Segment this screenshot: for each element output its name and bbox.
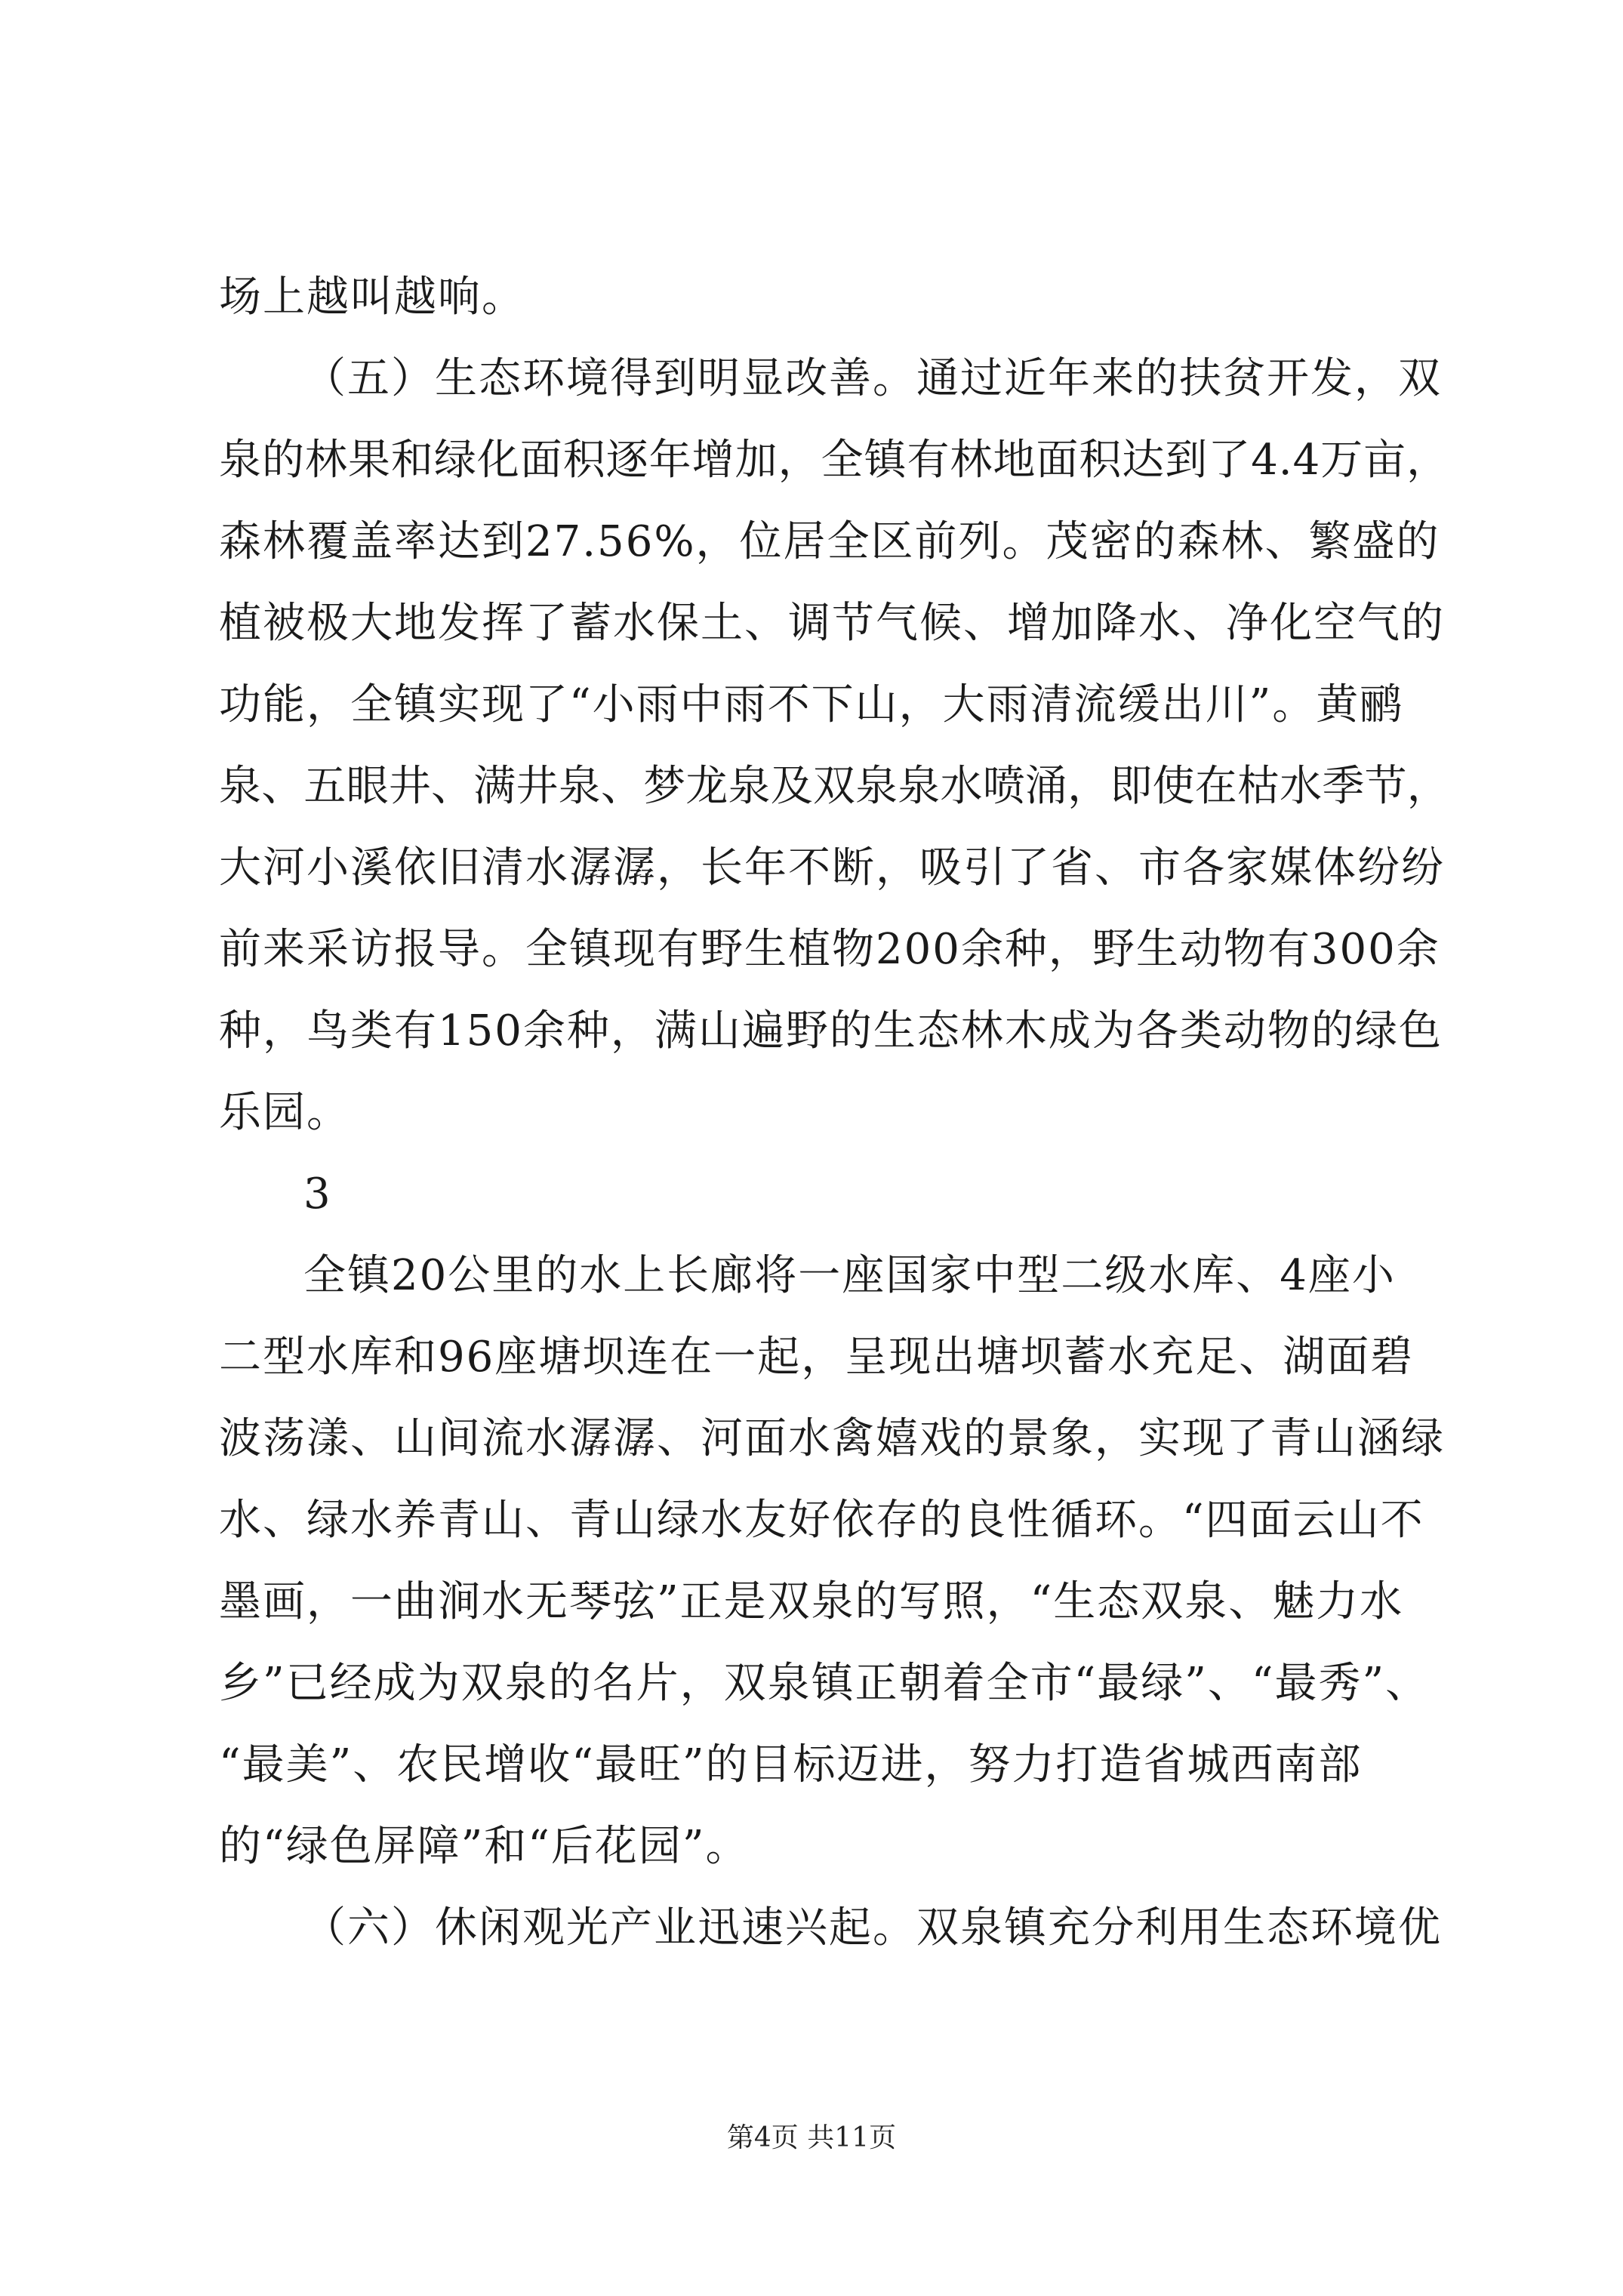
paragraph-line: 乡”已经成为双泉的名片，双泉镇正朝着全市“最绿”、“最秀”、 — [219, 1659, 1430, 1708]
paragraph-line: 种，鸟类有150余种，满山遍野的生态林木成为各类动物的绿色 — [219, 1006, 1443, 1056]
paragraph-line: 乐园。 — [219, 1088, 350, 1137]
paragraph-line: 水、绿水养青山、青山绿水友好依存的良性循环。“四面云山不 — [219, 1496, 1424, 1545]
paragraph-line: 功能，全镇实现了“小雨中雨不下山，大雨清流缓出川”。黄鹂 — [219, 680, 1404, 729]
paragraph-line: 大河小溪依旧清水潺潺，长年不断，吸引了省、市各家媒体纷纷 — [219, 843, 1445, 892]
paragraph-line: “最美”、农民增收“最旺”的目标迈进，努力打造省城西南部 — [219, 1740, 1363, 1789]
paragraph-line: 前来采访报导。全镇现有野生植物200余种，野生动物有300余 — [219, 925, 1440, 974]
page-number-marker: 3 — [303, 1170, 332, 1219]
paragraph-line: （六）休闲观光产业迅速兴起。双泉镇充分利用生态环境优 — [303, 1903, 1442, 1952]
paragraph-line: 墨画，一曲涧水无琴弦”正是双泉的写照，“生态双泉、魅力水 — [219, 1577, 1404, 1626]
paragraph-line: 森林覆盖率达到27.56%，位居全区前列。茂密的森林、繁盛的 — [219, 517, 1440, 566]
paragraph-line: （五）生态环境得到明显改善。通过近年来的扶贫开发，双 — [303, 354, 1442, 403]
page-number-label: 第4页 共11页 — [726, 2122, 897, 2153]
paragraph-line: 场上越叫越响。 — [219, 273, 525, 322]
paragraph-line: 泉的林果和绿化面积逐年增加，全镇有林地面积达到了4.4万亩， — [219, 436, 1450, 485]
page-footer — [0, 2122, 1623, 2155]
paragraph-line: 二型水库和96座塘坝连在一起，呈现出塘坝蓄水充足、湖面碧 — [219, 1333, 1415, 1382]
paragraph-line: 波荡漾、山间流水潺潺、河面水禽嬉戏的景象，实现了青山涵绿 — [219, 1414, 1445, 1463]
paragraph-line: 泉、五眼井、满井泉、梦龙泉及双泉泉水喷涌，即使在枯水季节， — [219, 762, 1449, 811]
paragraph-line: 植被极大地发挥了蓄水保土、调节气候、增加降水、净化空气的 — [219, 599, 1445, 648]
paragraph-line: 全镇20公里的水上长廊将一座国家中型二级水库、4座小 — [303, 1251, 1396, 1300]
paragraph-line: 的“绿色屏障”和“后花园”。 — [219, 1822, 750, 1871]
